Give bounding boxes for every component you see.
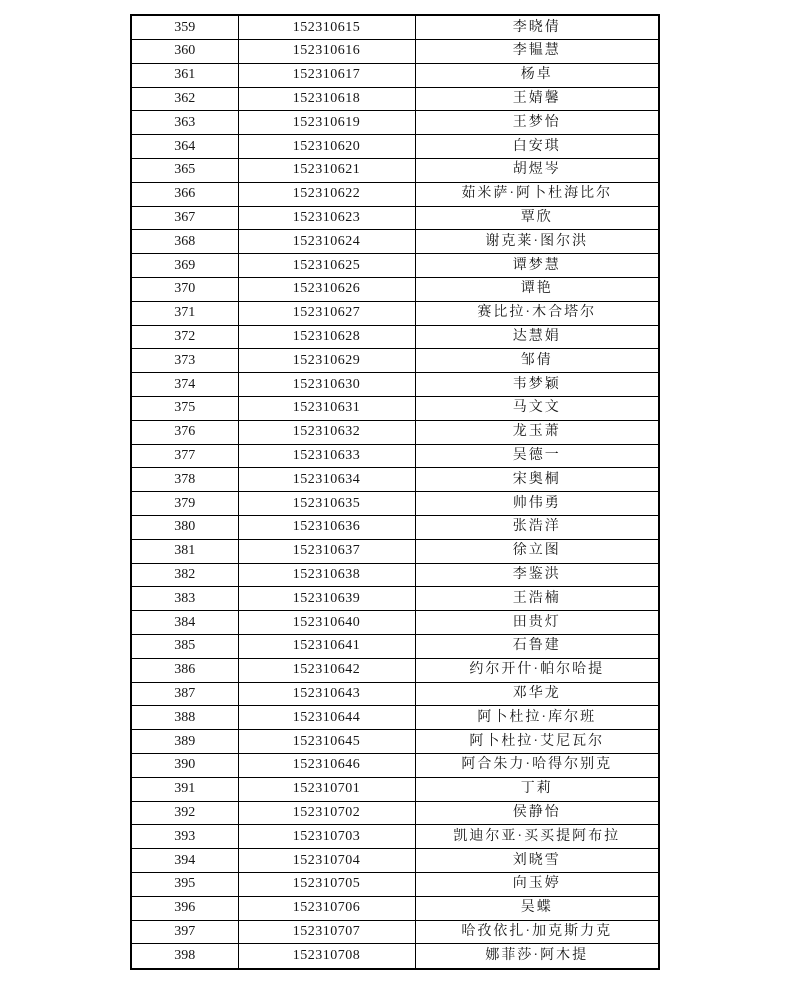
row-number-cell: 396 (131, 896, 238, 920)
row-number-cell: 369 (131, 254, 238, 278)
student-name-cell: 邓华龙 (415, 682, 659, 706)
student-name-cell: 李韫慧 (415, 40, 659, 64)
student-id-cell: 152310702 (238, 801, 415, 825)
student-name-cell: 向玉婷 (415, 872, 659, 896)
row-number-cell: 384 (131, 611, 238, 635)
student-id-cell: 152310627 (238, 301, 415, 325)
table-row (131, 254, 659, 278)
student-name-cell: 帅伟勇 (415, 492, 659, 516)
row-number-cell: 383 (131, 587, 238, 611)
table-row (131, 944, 659, 969)
student-name-cell: 赛比拉·木合塔尔 (415, 301, 659, 325)
student-name-cell: 王浩楠 (415, 587, 659, 611)
student-id-cell: 152310646 (238, 754, 415, 778)
student-id-cell: 152310615 (238, 15, 415, 40)
student-name-cell: 凯迪尔亚·买买提阿布拉 (415, 825, 659, 849)
table-row (131, 682, 659, 706)
row-number-cell: 360 (131, 40, 238, 64)
table-row (131, 444, 659, 468)
table-row (131, 325, 659, 349)
row-number-cell: 392 (131, 801, 238, 825)
row-number-cell: 373 (131, 349, 238, 373)
student-id-cell: 152310616 (238, 40, 415, 64)
row-number-cell: 370 (131, 278, 238, 302)
student-id-cell: 152310631 (238, 397, 415, 421)
student-id-cell: 152310626 (238, 278, 415, 302)
row-number-cell: 359 (131, 15, 238, 40)
row-number-cell: 368 (131, 230, 238, 254)
student-id-cell: 152310622 (238, 182, 415, 206)
student-name-cell: 丁莉 (415, 777, 659, 801)
student-id-cell: 152310618 (238, 87, 415, 111)
table-row (131, 658, 659, 682)
row-number-cell: 390 (131, 754, 238, 778)
table-row (131, 825, 659, 849)
row-number-cell: 389 (131, 730, 238, 754)
student-id-cell: 152310634 (238, 468, 415, 492)
student-name-cell: 杨卓 (415, 63, 659, 87)
student-name-cell: 谢克莱·图尔洪 (415, 230, 659, 254)
table-row (131, 587, 659, 611)
student-name-cell: 覃欣 (415, 206, 659, 230)
student-id-cell: 152310632 (238, 420, 415, 444)
student-id-cell: 152310644 (238, 706, 415, 730)
student-id-cell: 152310643 (238, 682, 415, 706)
row-number-cell: 379 (131, 492, 238, 516)
row-number-cell: 393 (131, 825, 238, 849)
table-row (131, 872, 659, 896)
student-id-cell: 152310636 (238, 516, 415, 540)
table-row (131, 849, 659, 873)
student-id-cell: 152310704 (238, 849, 415, 873)
student-name-cell: 哈孜依扎·加克斯力克 (415, 920, 659, 944)
table-row (131, 349, 659, 373)
table-row (131, 516, 659, 540)
row-number-cell: 395 (131, 872, 238, 896)
table-row (131, 777, 659, 801)
student-name-cell: 吴蝶 (415, 896, 659, 920)
table-row (131, 182, 659, 206)
student-id-cell: 152310639 (238, 587, 415, 611)
table-row (131, 563, 659, 587)
row-number-cell: 362 (131, 87, 238, 111)
table-row (131, 40, 659, 64)
student-name-cell: 石鲁建 (415, 635, 659, 659)
student-id-cell: 152310645 (238, 730, 415, 754)
student-name-cell: 李鉴洪 (415, 563, 659, 587)
student-name-cell: 王梦怡 (415, 111, 659, 135)
table-row (131, 801, 659, 825)
table-row (131, 135, 659, 159)
student-id-cell: 152310624 (238, 230, 415, 254)
row-number-cell: 371 (131, 301, 238, 325)
row-number-cell: 391 (131, 777, 238, 801)
table-row (131, 754, 659, 778)
row-number-cell: 380 (131, 516, 238, 540)
table-row (131, 539, 659, 563)
row-number-cell: 386 (131, 658, 238, 682)
table-row (131, 920, 659, 944)
student-id-cell: 152310620 (238, 135, 415, 159)
student-id-cell: 152310642 (238, 658, 415, 682)
row-number-cell: 398 (131, 944, 238, 969)
table-row (131, 15, 659, 40)
table-row (131, 87, 659, 111)
row-number-cell: 361 (131, 63, 238, 87)
student-name-cell: 侯静怡 (415, 801, 659, 825)
student-name-cell: 茹米萨·阿卜杜海比尔 (415, 182, 659, 206)
student-id-cell: 152310706 (238, 896, 415, 920)
student-name-cell: 王婧馨 (415, 87, 659, 111)
row-number-cell: 377 (131, 444, 238, 468)
student-name-cell: 白安琪 (415, 135, 659, 159)
student-id-cell: 152310633 (238, 444, 415, 468)
table-row (131, 111, 659, 135)
student-id-cell: 152310623 (238, 206, 415, 230)
table-row (131, 397, 659, 421)
student-id-cell: 152310637 (238, 539, 415, 563)
row-number-cell: 385 (131, 635, 238, 659)
student-id-cell: 152310640 (238, 611, 415, 635)
row-number-cell: 388 (131, 706, 238, 730)
student-id-cell: 152310625 (238, 254, 415, 278)
table-row (131, 159, 659, 183)
roster-table (130, 14, 660, 970)
student-name-cell: 达慧娟 (415, 325, 659, 349)
student-name-cell: 阿卜杜拉·库尔班 (415, 706, 659, 730)
student-name-cell: 娜菲莎·阿木提 (415, 944, 659, 969)
student-id-cell: 152310619 (238, 111, 415, 135)
student-id-cell: 152310707 (238, 920, 415, 944)
student-id-cell: 152310629 (238, 349, 415, 373)
table-row (131, 730, 659, 754)
row-number-cell: 376 (131, 420, 238, 444)
row-number-cell: 365 (131, 159, 238, 183)
student-name-cell: 宋奥桐 (415, 468, 659, 492)
student-name-cell: 刘晓雪 (415, 849, 659, 873)
student-name-cell: 李晓倩 (415, 15, 659, 40)
student-name-cell: 约尔开什·帕尔哈提 (415, 658, 659, 682)
student-id-cell: 152310708 (238, 944, 415, 969)
student-name-cell: 谭梦慧 (415, 254, 659, 278)
student-id-cell: 152310641 (238, 635, 415, 659)
table-row (131, 420, 659, 444)
roster-table-body (131, 15, 659, 969)
row-number-cell: 375 (131, 397, 238, 421)
row-number-cell: 363 (131, 111, 238, 135)
table-row (131, 468, 659, 492)
table-row (131, 611, 659, 635)
row-number-cell: 397 (131, 920, 238, 944)
student-name-cell: 吴德一 (415, 444, 659, 468)
row-number-cell: 367 (131, 206, 238, 230)
student-name-cell: 阿卜杜拉·艾尼瓦尔 (415, 730, 659, 754)
table-row (131, 373, 659, 397)
student-id-cell: 152310621 (238, 159, 415, 183)
table-row (131, 63, 659, 87)
row-number-cell: 372 (131, 325, 238, 349)
student-name-cell: 阿合朱力·哈得尔别克 (415, 754, 659, 778)
table-row (131, 706, 659, 730)
student-name-cell: 胡煜岑 (415, 159, 659, 183)
student-name-cell: 谭艳 (415, 278, 659, 302)
row-number-cell: 374 (131, 373, 238, 397)
row-number-cell: 378 (131, 468, 238, 492)
student-id-cell: 152310628 (238, 325, 415, 349)
student-name-cell: 张浩洋 (415, 516, 659, 540)
table-row (131, 278, 659, 302)
table-row (131, 206, 659, 230)
table-row (131, 492, 659, 516)
student-name-cell: 邹倩 (415, 349, 659, 373)
student-id-cell: 152310638 (238, 563, 415, 587)
row-number-cell: 381 (131, 539, 238, 563)
table-row (131, 896, 659, 920)
row-number-cell: 394 (131, 849, 238, 873)
student-id-cell: 152310630 (238, 373, 415, 397)
row-number-cell: 366 (131, 182, 238, 206)
table-row (131, 301, 659, 325)
student-name-cell: 龙玉萧 (415, 420, 659, 444)
student-id-cell: 152310617 (238, 63, 415, 87)
student-name-cell: 徐立图 (415, 539, 659, 563)
row-number-cell: 387 (131, 682, 238, 706)
student-name-cell: 田贵灯 (415, 611, 659, 635)
student-id-cell: 152310635 (238, 492, 415, 516)
student-id-cell: 152310703 (238, 825, 415, 849)
row-number-cell: 364 (131, 135, 238, 159)
table-row (131, 635, 659, 659)
student-id-cell: 152310705 (238, 872, 415, 896)
student-id-cell: 152310701 (238, 777, 415, 801)
table-row (131, 230, 659, 254)
student-name-cell: 马文文 (415, 397, 659, 421)
row-number-cell: 382 (131, 563, 238, 587)
student-name-cell: 韦梦颖 (415, 373, 659, 397)
